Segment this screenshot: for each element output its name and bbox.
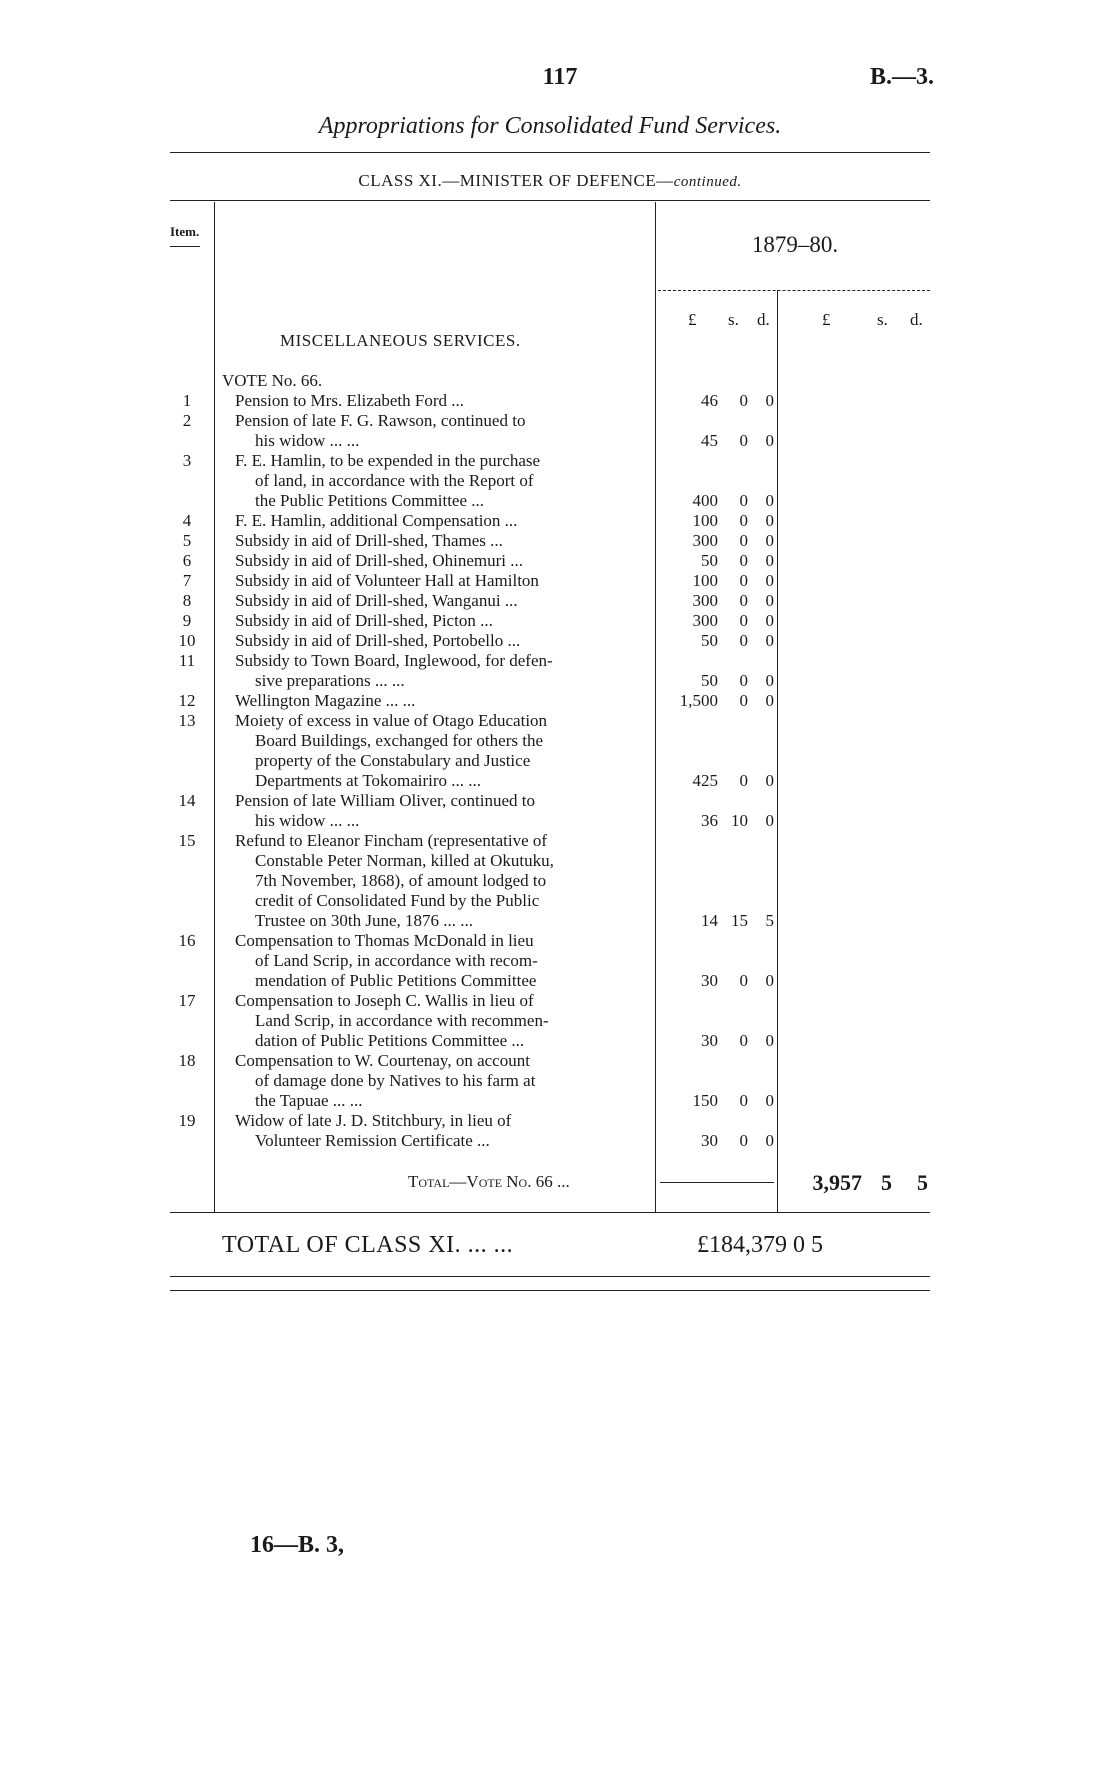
item-description	[235, 391, 647, 411]
item-number: 3	[182, 451, 192, 470]
description-line: Wellington Magazine ... ...	[235, 691, 416, 710]
item-pounds: 14	[701, 911, 718, 930]
description-line: Subsidy to Town Board, Inglewood, for defen-	[235, 651, 553, 670]
item-number: 2	[182, 411, 192, 430]
item-number: 6	[182, 551, 192, 570]
description-line: Pension of late William Oliver, continued to	[235, 791, 536, 810]
description-line: Subsidy in aid of Drill-shed, Portobello ...	[235, 631, 521, 650]
item-pounds: 46	[701, 391, 718, 410]
item-pence: 0	[765, 391, 774, 410]
financial-year: 1879–80.	[751, 232, 839, 257]
item-shillings: 0	[739, 431, 748, 450]
description-line: the Public Petitions Committee ...	[255, 491, 485, 510]
description-line: Land Scrip, in accordance with recommen-	[255, 1011, 549, 1030]
item-header-underline	[170, 246, 200, 247]
description-line: property of the Constabulary and Justice	[255, 751, 531, 770]
description-line: of land, in accordance with the Report of	[255, 471, 534, 490]
class-total-rule-bottom	[170, 1290, 930, 1291]
item-shillings: 0	[739, 631, 748, 650]
description-line: Trustee on 30th June, 1876 ... ...	[255, 911, 474, 930]
item-shillings: 0	[739, 971, 748, 990]
item-description	[235, 631, 647, 651]
item-description	[235, 451, 647, 511]
item-shillings: 0	[739, 1031, 748, 1050]
amount-column-divider	[777, 290, 778, 1212]
vote-label: VOTE No. 66.	[222, 371, 323, 390]
item-pence: 0	[765, 971, 774, 990]
item-pounds: 30	[701, 971, 718, 990]
description-line: sive preparations ... ...	[255, 671, 405, 690]
item-description	[235, 411, 647, 451]
item-shillings: 0	[739, 1091, 748, 1110]
title-rule	[170, 152, 930, 153]
item-pence: 0	[765, 691, 774, 710]
item-shillings: 0	[739, 551, 748, 570]
item-description	[235, 711, 647, 791]
item-shillings: 0	[739, 391, 748, 410]
item-pence: 0	[765, 531, 774, 550]
item-pence: 0	[765, 1031, 774, 1050]
item-number: 8	[182, 591, 192, 610]
class-total-amount: £184,379 0 5	[697, 1232, 823, 1258]
item-pounds: 45	[701, 431, 718, 450]
description-line: Moiety of excess in value of Otago Education	[235, 711, 548, 730]
item-number: 10	[178, 631, 196, 650]
document-reference: B.—3.	[870, 64, 935, 90]
description-line: Departments at Tokomairiro ... ...	[255, 771, 482, 790]
description-line: Compensation to Joseph C. Wallis in lieu of	[235, 991, 534, 1010]
description-line: mendation of Public Petitions Committee	[255, 971, 537, 990]
description-line: of damage done by Natives to his farm at	[255, 1071, 536, 1090]
shillings-header: s.	[728, 310, 739, 329]
description-line: Widow of late J. D. Stitchbury, in lieu of	[235, 1111, 512, 1130]
item-shillings: 0	[739, 671, 748, 690]
item-pounds: 300	[692, 591, 718, 610]
item-pounds: 36	[701, 811, 718, 830]
description-column-divider	[655, 202, 656, 1212]
description-line: Subsidy in aid of Drill-shed, Ohinemuri ...	[235, 551, 524, 570]
item-pence: 0	[765, 431, 774, 450]
vote-total-pence: 5	[917, 1170, 928, 1195]
table-top-rule	[170, 200, 930, 201]
class-total-label: TOTAL OF CLASS XI. ... ...	[222, 1232, 514, 1258]
class-heading	[170, 171, 930, 191]
description-line: Pension to Mrs. Elizabeth Ford ...	[235, 391, 465, 410]
item-pence: 0	[765, 671, 774, 690]
item-pounds: 30	[701, 1031, 718, 1050]
item-pounds: 100	[692, 571, 718, 590]
item-shillings: 0	[739, 1131, 748, 1150]
item-pounds: 50	[701, 551, 718, 570]
signature-mark: 16—B. 3,	[250, 1532, 345, 1558]
class-total-rule-top	[170, 1276, 930, 1277]
description-line: Board Buildings, exchanged for others the	[255, 731, 543, 750]
item-pence: 0	[765, 551, 774, 570]
item-pounds: 425	[692, 771, 718, 790]
item-number: 9	[182, 611, 192, 630]
item-pounds: 30	[701, 1131, 718, 1150]
item-description	[235, 1111, 647, 1151]
item-description	[235, 571, 647, 591]
total-pence-header: d.	[910, 310, 923, 329]
description-line: of Land Scrip, in accordance with recom-	[255, 951, 538, 970]
item-pounds: 100	[692, 511, 718, 530]
item-number: 16	[178, 931, 196, 950]
item-pence: 0	[765, 491, 774, 510]
item-pence: 0	[765, 1091, 774, 1110]
item-shillings: 10	[731, 811, 748, 830]
item-description	[235, 991, 647, 1051]
pounds-header: £	[688, 310, 697, 329]
year-rule	[658, 290, 930, 291]
description-line: Compensation to W. Courtenay, on account	[235, 1051, 530, 1070]
item-pence: 0	[765, 511, 774, 530]
item-shillings: 0	[739, 511, 748, 530]
item-shillings: 0	[739, 571, 748, 590]
item-number: 12	[178, 691, 196, 710]
vote-total-shillings: 5	[881, 1170, 892, 1195]
item-pounds: 50	[701, 631, 718, 650]
description-line: his widow ... ...	[255, 431, 360, 450]
description-line: Constable Peter Norman, killed at Okutuku,	[255, 851, 554, 870]
item-number: 14	[178, 791, 196, 810]
item-shillings: 0	[739, 611, 748, 630]
item-description	[235, 931, 647, 991]
item-description	[235, 611, 647, 631]
description-line: dation of Public Petitions Committee ...	[255, 1031, 525, 1050]
item-shillings: 15	[731, 911, 748, 930]
item-pounds: 50	[701, 671, 718, 690]
total-pounds-header: £	[822, 310, 831, 329]
item-number: 17	[178, 991, 196, 1010]
item-shillings: 0	[739, 491, 748, 510]
vote-total-rule	[660, 1182, 774, 1183]
item-description	[235, 531, 647, 551]
description-line: Volunteer Remission Certificate ...	[255, 1131, 490, 1150]
item-shillings: 0	[739, 591, 748, 610]
description-line: his widow ... ...	[255, 811, 360, 830]
item-pence: 0	[765, 571, 774, 590]
description-line: Subsidy in aid of Drill-shed, Picton ...	[235, 611, 493, 630]
description-line: Compensation to Thomas McDonald in lieu	[235, 931, 534, 950]
description-line: Refund to Eleanor Fincham (representative of	[235, 831, 548, 850]
item-pence: 5	[765, 911, 774, 930]
vote-total-pounds: 3,957	[812, 1170, 862, 1195]
item-pence: 0	[765, 1131, 774, 1150]
item-number: 15	[178, 831, 196, 850]
item-shillings: 0	[739, 531, 748, 550]
pence-header: d.	[757, 310, 770, 329]
description-line: 7th November, 1868), of amount lodged to	[255, 871, 547, 890]
description-line: credit of Consolidated Fund by the Public	[255, 891, 540, 910]
item-pounds: 400	[692, 491, 718, 510]
item-number: 19	[178, 1111, 196, 1130]
item-pence: 0	[765, 591, 774, 610]
description-line: Subsidy in aid of Drill-shed, Thames ...	[235, 531, 503, 550]
item-pence: 0	[765, 811, 774, 830]
item-pounds: 300	[692, 611, 718, 630]
item-number: 1	[182, 391, 192, 410]
section-heading: MISCELLANEOUS SERVICES.	[280, 331, 521, 350]
item-pence: 0	[765, 771, 774, 790]
description-line: F. E. Hamlin, additional Compensation ...	[235, 511, 518, 530]
description-line: Pension of late F. G. Rawson, continued to	[235, 411, 526, 430]
description-line: F. E. Hamlin, to be expended in the purchase	[235, 451, 541, 470]
item-description	[235, 651, 647, 691]
item-description	[235, 551, 647, 571]
item-pence: 0	[765, 631, 774, 650]
item-column-header: Item.	[170, 224, 200, 239]
item-shillings: 0	[739, 691, 748, 710]
page-number: 117	[542, 64, 578, 90]
item-description	[235, 691, 647, 711]
item-pounds: 150	[692, 1091, 718, 1110]
table-bottom-rule	[170, 1212, 930, 1213]
item-description	[235, 831, 647, 931]
item-number: 11	[178, 651, 196, 670]
item-description	[235, 1051, 647, 1111]
vote-total-label: Total—Vote No. 66 ...	[408, 1172, 570, 1191]
item-description	[235, 791, 647, 831]
item-number: 4	[182, 511, 192, 530]
total-shillings-header: s.	[877, 310, 888, 329]
page-title: Appropriations for Consolidated Fund Services.	[318, 113, 782, 139]
item-description	[235, 591, 647, 611]
description-line: Subsidy in aid of Volunteer Hall at Hamilton	[235, 571, 539, 590]
item-number: 18	[178, 1051, 196, 1070]
item-number: 13	[178, 711, 196, 730]
item-number: 5	[182, 531, 192, 550]
item-shillings: 0	[739, 771, 748, 790]
class-heading-continued: continued.	[673, 174, 742, 190]
item-number: 7	[182, 571, 192, 590]
class-heading-text: CLASS XI.—MINISTER OF DEFENCE—	[358, 171, 674, 190]
item-description	[235, 511, 647, 531]
description-line: the Tapuae ... ...	[255, 1091, 363, 1110]
item-pence: 0	[765, 611, 774, 630]
item-pounds: 300	[692, 531, 718, 550]
description-line: Subsidy in aid of Drill-shed, Wanganui ...	[235, 591, 518, 610]
item-pounds: 1,500	[679, 691, 718, 710]
item-column-divider	[214, 202, 215, 1212]
